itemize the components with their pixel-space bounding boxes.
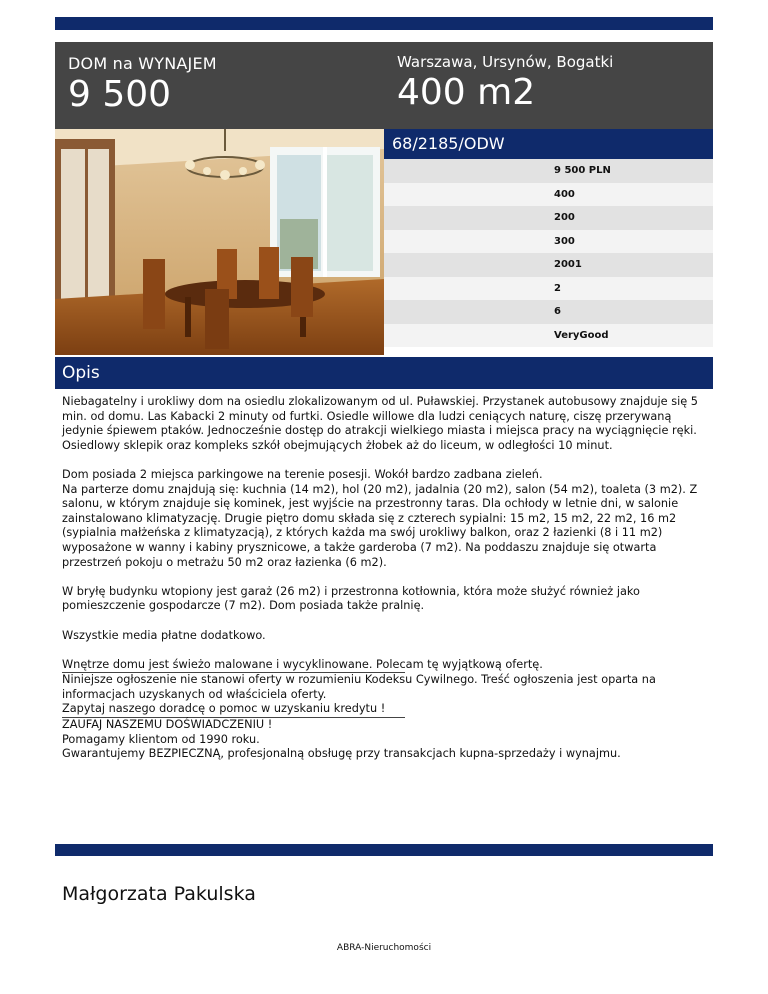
reference-number: 68/2185/ODW (392, 134, 505, 153)
description-paragraph: Wnętrze domu jest świeżo malowane i wycyklinowane. Polecam tę wyjątkową ofertę. (62, 657, 543, 671)
detail-row (384, 300, 713, 324)
description-paragraph: Wszystkie media płatne dodatkowo. (62, 628, 266, 642)
detail-value: 2 (554, 282, 561, 294)
detail-row (384, 206, 713, 230)
agent-name: Małgorzata Pakulska (62, 883, 256, 905)
detail-value: 6 (554, 306, 561, 317)
detail-row (384, 324, 713, 348)
description-paragraph: Niebagatelny i urokliwy dom na osiedlu zlokalizowanym od ul. Puławskiej. Przystanek autobusowy znajduje się 5 min. od domu. Las Kabacki 2 minuty od furtki. Osiedle willowe dla ludzi ceniących naturę, ciszę przerywaną jedynie śpiewem ptaków. Jednocześnie dostęp do atrakcji wielkiego miasta i miejsca pracy na wyciągnięcie ręki. Osiedlowy sklepik oraz kompleks szkół obejmujących żłobek aż do liceum, w odległości 10 minut. (62, 395, 698, 452)
detail-row (384, 253, 713, 277)
dining-room-photo (55, 129, 384, 355)
detail-value: 9 500 PLN (554, 165, 611, 176)
description-body (62, 395, 710, 762)
description-paragraph: W bryłę budynku wtopiony jest garaż (26 m2) i przestronna kotłownia, która może służyć również jako pomieszczenie gospodarcze (7 m2). Dom posiada także pralnię. (62, 584, 640, 613)
detail-value: 400 (554, 188, 575, 200)
listing-type: DOM na WYNAJEM (68, 54, 217, 73)
listing-location: Warszawa, Ursynów, Bogatki (397, 53, 614, 71)
detail-row (384, 159, 713, 183)
detail-value: 2001 (554, 259, 582, 270)
description-paragraph: Dom posiada 2 miejsca parkingowe na terenie posesji. Wokół bardzo zadbana zieleń. Na parterze domu znajdują się: kuchnia (14 m2), hol (20 m2), jadalnia (20 m2), salon (54 m2), toaleta (3 m2). Z salonu, w którym znajduje się kominek, jest wyjście na przestronny taras. Dla ochłody w letnie dni, w salonie zainstalowano klimatyzację. Drugie piętro domu składa się z czterech sypialni: 15 m2, 15 m2, 22 m2, 16 m2 (sypialnia małżeńska z klimatyzacją), z których każda ma swój urokliwy balkon, oraz 2 łazienki (8 i 11 m2) wyposażone w wanny i kabiny prysznicowe, a także garderoba (7 m2). Na poddaszu znajduje się otwarta przestrzeń pokoju o metrażu 50 m2 oraz łazienka (6 m2). (62, 467, 698, 569)
disclaimer-text: Niniejsze ogłoszenie nie stanowi oferty w rozumieniu Kodeksu Cywilnego. Treść ogłoszenia jest oparta na informacjach uzyskanych od właściciela oferty. Zapytaj naszego doradcę o pomoc w uzyskaniu kredytu ! (62, 673, 656, 716)
property-photo (55, 129, 384, 355)
description-heading-bar (55, 357, 713, 389)
reference-bar (384, 129, 713, 159)
detail-value: VeryGood (554, 329, 609, 341)
header-left (68, 54, 217, 115)
detail-value: 300 (554, 235, 575, 247)
listing-price: 9 500 (68, 74, 172, 115)
company-name: ABRA-Nieruchomości (336, 943, 432, 953)
details-table (384, 159, 713, 347)
header-right (397, 53, 613, 113)
bottom-accent-bar (55, 844, 713, 856)
detail-row (384, 183, 713, 207)
trust-text: ZAUFAJ NASZEMU DOŚWIADCZENIU ! Pomagamy klientom od 1990 roku. Gwarantujemy BEZPIECZNĄ, profesjonalną obsługę przy transakcjach kupna-sprzedaży i wynajmu. (62, 718, 621, 761)
detail-row (384, 277, 713, 301)
detail-value: 200 (554, 212, 575, 223)
detail-row (384, 230, 713, 254)
top-accent-bar (55, 17, 713, 30)
listing-area: 400 m2 (397, 72, 536, 113)
listing-header (55, 42, 713, 129)
description-heading: Opis (62, 363, 100, 383)
